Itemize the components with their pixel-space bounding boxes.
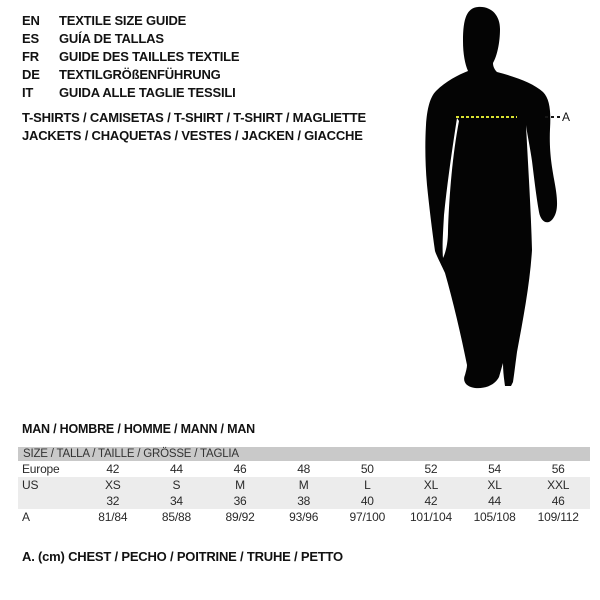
cell: S [172, 478, 181, 492]
row-label: A [22, 510, 30, 524]
cell: 42 [424, 494, 438, 508]
cell: 40 [360, 494, 374, 508]
lang-row-it [22, 84, 239, 102]
size-table [18, 447, 590, 525]
cell: XL [423, 478, 439, 492]
size-table-header: SIZE / TALLA / TAILLE / GRÖSSE / TAGLIA [18, 447, 590, 461]
category-list [22, 109, 366, 145]
lang-code: ES [22, 31, 39, 46]
cell: 46 [551, 494, 565, 508]
lang-label: TEXTILGRÖßENFÜHRUNG [59, 67, 221, 82]
cell: 52 [424, 462, 438, 476]
row-label: Europe [22, 462, 60, 476]
cell: 44 [169, 462, 183, 476]
cell: 97/100 [349, 510, 386, 524]
cell: XS [105, 478, 121, 492]
cell: 46 [233, 462, 247, 476]
lang-label: GUIDA ALLE TAGLIE TESSILI [59, 85, 236, 100]
measure-footnote: A. (cm) CHEST / PECHO / POITRINE / TRUHE / PETTO [22, 549, 343, 564]
cell: XL [487, 478, 502, 492]
chest-measure-line [456, 116, 517, 118]
lang-label: GUÍA DE TALLAS [59, 31, 164, 46]
lang-code: DE [22, 67, 40, 82]
category-jackets: JACKETS / CHAQUETAS / VESTES / JACKEN / GIACCHE [22, 128, 363, 143]
table-row-us [18, 477, 590, 493]
lang-code: FR [22, 49, 39, 64]
language-list [22, 12, 239, 102]
lang-row-es [22, 30, 239, 48]
cell: 101/104 [409, 510, 452, 524]
lang-code: IT [22, 85, 34, 100]
cell: 34 [169, 494, 183, 508]
cell: 81/84 [98, 510, 128, 524]
measure-leader-dashes [545, 116, 561, 118]
cell: 85/88 [161, 510, 191, 524]
lang-label: GUIDE DES TAILLES TEXTILE [59, 49, 240, 64]
cell: 44 [488, 494, 502, 508]
cell: M [298, 478, 309, 492]
row-label [18, 493, 81, 509]
cell: 42 [106, 462, 120, 476]
cell: L [364, 478, 371, 492]
table-row-us-numeric [18, 493, 590, 509]
lang-label: TEXTILE SIZE GUIDE [59, 13, 187, 28]
lang-row-en [22, 12, 239, 30]
man-silhouette [415, 5, 565, 390]
cell: 89/92 [225, 510, 255, 524]
cell: 54 [488, 462, 502, 476]
lang-row-de [22, 66, 239, 84]
row-label: US [22, 478, 39, 492]
section-title-man: MAN / HOMBRE / HOMME / MANN / MAN [22, 422, 255, 436]
cell: 36 [233, 494, 247, 508]
cell: 93/96 [289, 510, 319, 524]
cell: 109/112 [537, 510, 579, 524]
cell: 50 [360, 462, 374, 476]
lang-code: EN [22, 13, 40, 28]
cell: XXL [547, 478, 570, 492]
cell: M [235, 478, 245, 492]
man-silhouette-svg [415, 5, 565, 390]
category-tshirts: T-SHIRTS / CAMISETAS / T-SHIRT / T-SHIRT / MAGLIETTE [22, 110, 366, 125]
cell: 38 [297, 494, 311, 508]
lang-row-fr [22, 48, 239, 66]
measure-label-a: A [562, 110, 571, 124]
cell: 48 [297, 462, 311, 476]
cell: 32 [106, 494, 120, 508]
table-row-chest-a [18, 509, 590, 525]
table-row-europe [18, 461, 590, 477]
cell: 105/108 [473, 510, 516, 524]
cell: 56 [551, 462, 565, 476]
